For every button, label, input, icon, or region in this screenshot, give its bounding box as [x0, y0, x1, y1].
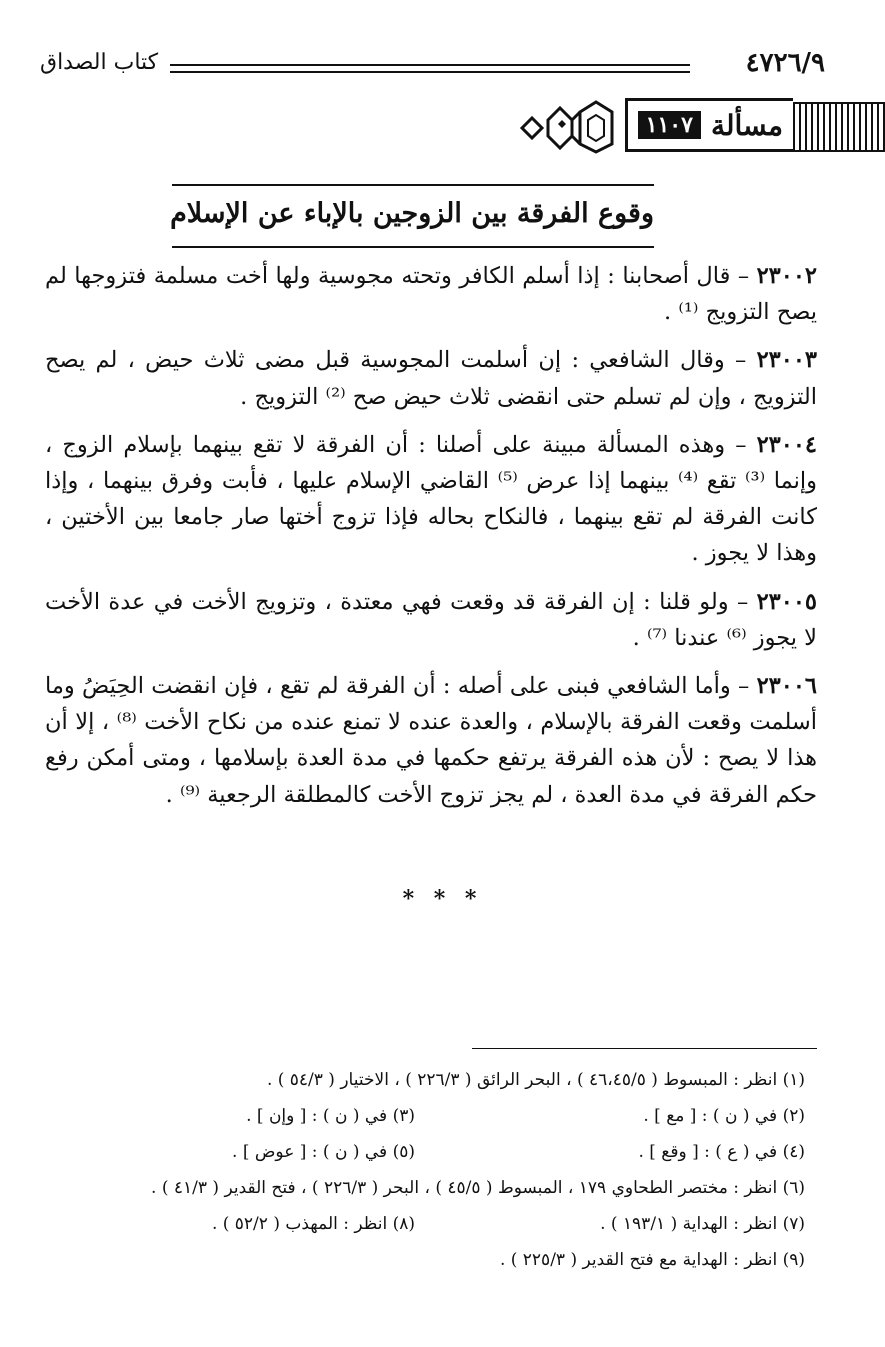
book-title: كتاب الصداق [40, 50, 159, 75]
masala-number: ١١٠٧ [638, 111, 701, 139]
paragraph-text: – ولو قلنا : إن الفرقة قد وقعت فهي معتدة ، وتزويج الأخت في عدة الأخت لا يجوز ⁽⁶⁾ عندنا ⁽⁷⁾ . [45, 588, 817, 651]
footnote-row [45, 1242, 805, 1278]
footnote-4: (٤) في ( ع ) : [ وقع ] . [638, 1142, 805, 1162]
paragraph-number: ٢٣٠٠٢ [756, 263, 817, 289]
paragraph [45, 668, 817, 813]
paragraph [45, 427, 817, 572]
footnote-3: (٣) في ( ن ) : [ وإن ] . [246, 1106, 415, 1126]
footnote-6: (٦) انظر : مختصر الطحاوي ١٧٩ ، المبسوط ( ٤٥/٥ ) ، البحر ( ٢٢٦/٣ ) ، فتح القدير ( ٤١/٣ ) . [151, 1178, 805, 1198]
section-title: وقوع الفرقة بين الزوجين بالإباء عن الإسلام [170, 198, 654, 229]
footnote-row [45, 1098, 805, 1134]
footnote-5: (٥) في ( ن ) : [ عوض ] . [232, 1142, 415, 1162]
masala-label: مسألة [710, 108, 783, 142]
main-text [45, 258, 817, 825]
page-number: ٤٧٢٦/٩ [745, 48, 825, 78]
footnote-9: (٩) انظر : الهداية مع فتح القدير ( ٢٢٥/٣ ) . [499, 1250, 805, 1270]
section-title-frame [172, 184, 654, 248]
ornament-icon [518, 98, 623, 154]
footnote-row [45, 1206, 805, 1242]
paragraph-number: ٢٣٠٠٦ [756, 673, 817, 700]
paragraph [45, 258, 817, 330]
footnote-2: (٢) في ( ن ) : [ مع ] . [643, 1106, 805, 1126]
footnote-row [45, 1134, 805, 1170]
footnote-7: (٧) انظر : الهداية ( ١٩٣/١ ) . [600, 1214, 805, 1234]
paragraph [45, 584, 817, 656]
running-header [40, 48, 825, 88]
footnote-1: (١) انظر : المبسوط ( ٤٦،٤٥/٥ ) ، البحر الرائق ( ٢٢٦/٣ ) ، الاختيار ( ٥٤/٣ ) . [266, 1070, 805, 1090]
paragraph-text: – وقال الشافعي : إن أسلمت المجوسية قبل مضى ثلاث حيض ، لم يصح التزويج ، وإن لم تسلم حتى انقضى ثلاث حيض صح ⁽²⁾ التزويج . [45, 347, 817, 410]
section-separator: * * * [402, 886, 483, 912]
footnote-row [45, 1170, 805, 1206]
paragraph-text: – قال أصحابنا : إذا أسلم الكافر وتحته مجوسية ولها أخت مسلمة فتزوجها لم يصح التزويج ⁽¹⁾ . [45, 263, 817, 326]
paragraph [45, 342, 817, 414]
footnote-rule [472, 1048, 817, 1049]
footnote-row [45, 1062, 805, 1098]
header-rule [170, 64, 690, 73]
paragraph-text: – وأما الشافعي فبنى على أصله : أن الفرقة لم تقع ، فإن انقضت الحِيَضُ وما أسلمت وقعت الفرقة بالإسلام ، والعدة عنده لا تمنع عنده من نكاح الأخت ⁽⁸⁾ ، إلا أن هذا لا يصح : لأن هذه الفرقة يرتفع حكمها في مدة العدة بإسلامها ، ومتى أمكن رفع حكم الفرقة في مدة العدة ، لم يجز تزوج الأخت كالمطلقة الرجعية ⁽⁹⁾ . [45, 673, 817, 808]
paragraph-number: ٢٣٠٠٣ [756, 347, 817, 374]
masala-banner [0, 98, 885, 160]
footnotes [45, 1062, 805, 1278]
masala-label-box [625, 98, 793, 152]
banner-hatch-decoration [793, 102, 885, 152]
paragraph-number: ٢٣٠٠٥ [756, 588, 817, 615]
paragraph-text: – وهذه المسألة مبينة على أصلنا : أن الفرقة لا تقع بينهما بإسلام الزوج ، وإنما ⁽³⁾ تقع ⁽⁴⁾ بينهما إذا عرض ⁽⁵⁾ القاضي الإسلام عليها ، فأبت وفرق بينهما ، وإذا كانت الفرقة لم تقع بينهما ، فالنكاح بحاله فإذا تزوج أختها صار جامعا بين الأختين ، وهذا لا يجوز . [45, 431, 817, 567]
paragraph-number: ٢٣٠٠٤ [756, 431, 817, 458]
footnote-8: (٨) انظر : المهذب ( ٥٢/٢ ) . [211, 1214, 415, 1234]
